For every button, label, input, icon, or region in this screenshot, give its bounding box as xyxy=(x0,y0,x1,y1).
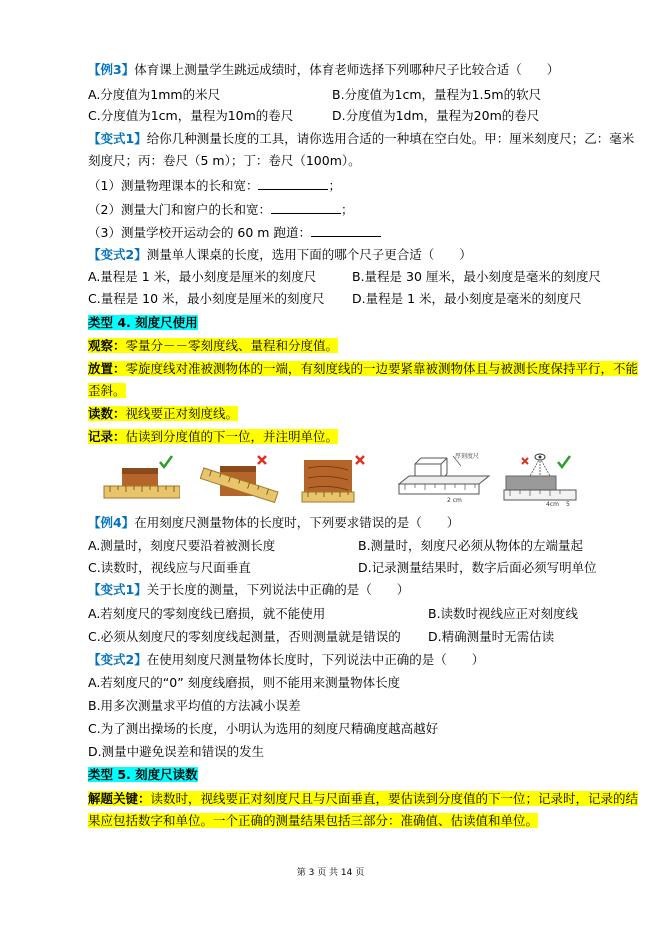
rule-observe-value: 零量分－－零刻度线、量程和分度值。 xyxy=(125,338,339,353)
var1b-option-d: D.精确测量时无需估读 xyxy=(428,629,555,644)
rule-read xyxy=(88,405,238,423)
var2a-question: 测量单人课桌的长度，选用下面的哪个尺子更合适（ ） xyxy=(146,247,472,262)
ex3-option-c: C.分度值为1cm，量程为10m的卷尺 xyxy=(88,108,294,123)
key-text1: 读数时，视线要正对刻度尺且与尺面垂直，要估读到分度值的下一位；记录时，记录的结 xyxy=(150,791,639,806)
eye-reading-figure xyxy=(500,450,580,508)
var1b-question-line xyxy=(88,581,409,599)
rule-read-key: 读数： xyxy=(88,406,126,421)
var1a-q2-blank[interactable] xyxy=(271,200,341,214)
var1a-line1 xyxy=(88,130,634,148)
rule-record-value: 估读到分度值的下一位，并注明单位。 xyxy=(125,429,339,444)
var2b-question-line xyxy=(88,651,484,669)
type4-heading xyxy=(88,314,198,332)
var2a-question-line xyxy=(88,246,472,264)
var2b-question: 在使用刻度尺测量物体长度时，下列说法中正确的是（ ） xyxy=(146,652,485,667)
rule-place-line2 xyxy=(88,382,126,400)
ex4-tag: 【例4】 xyxy=(88,515,135,530)
check-icon xyxy=(558,456,570,467)
ex3-tag: 【例3】 xyxy=(88,62,135,77)
var1a-q3-text: （3）测量学校开运动会的 60 m 跑道： xyxy=(88,225,311,240)
ex3-option-d: D.分度值为1dm，量程为20m的卷尺 xyxy=(332,108,540,123)
cross-icon xyxy=(356,456,364,464)
var1a-text1: 给你几种测量长度的工具，请你选用合适的一种填在空白处。甲：厘米刻度尺；乙：毫米 xyxy=(146,131,635,146)
var1b-option-a: A.若刻度尺的零刻度线已磨损，就不能使用 xyxy=(88,606,326,621)
var2b-option-a: A.若刻度尺的“0” 刻度线磨损，则不能用来测量物体长度 xyxy=(88,675,401,690)
var1a-q1 xyxy=(88,176,341,195)
rule-record xyxy=(88,428,338,446)
var2a-option-b: B.量程是 30 厘米，最小刻度是毫米的刻度尺 xyxy=(352,269,601,284)
var1b-option-b: B.读数时视线应正对刻度线 xyxy=(428,606,579,621)
ex4-option-b: B.测量时，刻度尺必须从物体的左端量起 xyxy=(358,538,584,553)
check-icon xyxy=(160,456,172,467)
var1a-q2 xyxy=(88,200,353,219)
rule-place-line1 xyxy=(88,360,638,378)
type5-label: 类型 5. 刻度尺读数 xyxy=(88,767,198,782)
ex4-question-line xyxy=(88,514,459,532)
rule-observe xyxy=(88,337,338,355)
var2b-option-d: D.测量中避免误差和错误的发生 xyxy=(88,744,265,759)
var2a-tag: 【变式2】 xyxy=(88,247,147,262)
key-line2 xyxy=(88,812,538,830)
var1a-q3 xyxy=(88,223,381,242)
ex3-option-b: B.分度值为1cm，量程为1.5m的软尺 xyxy=(332,87,542,102)
thick-ruler-label: 厚刻度尺 xyxy=(455,453,480,460)
cross-icon xyxy=(522,458,528,464)
var1b-option-c: C.必须从刻度尺的零刻度线起测量，否则测量就是错误的 xyxy=(88,629,401,644)
var2a-option-a: A.量程是 1 米，最小刻度是厘米的刻度尺 xyxy=(88,269,317,284)
var2a-option-c: C.量程是 10 米，最小刻度是厘米的刻度尺 xyxy=(88,291,325,306)
rule-record-key: 记录： xyxy=(88,429,126,444)
rule-place-value1: 零旋度线对准被测物体的一端，有刻度线的一边要紧靠被测物体且与被测长度保持平行，不能 xyxy=(125,361,639,376)
ex4-option-c: C.读数时，视线应与尺面垂直 xyxy=(88,560,251,575)
var1a-q1-blank[interactable] xyxy=(258,176,328,190)
thick-ruler-2cm: 2 cm xyxy=(447,497,462,504)
key-label: 解题关键： xyxy=(88,791,151,806)
var2b-option-c: C.为了测出操场的长度，小明认为选用的刻度尺精确度越高越好 xyxy=(88,721,439,736)
var2a-option-d: D.量程是 1 米，最小刻度是毫米的刻度尺 xyxy=(352,291,582,306)
ruler-tilted-figure xyxy=(200,450,280,508)
rule-read-value: 视线要正对刻度线。 xyxy=(125,406,239,421)
var1b-question: 关于长度的测量，下列说法中正确的是（ ） xyxy=(146,582,410,597)
type5-heading xyxy=(88,766,198,784)
page-footer: 第 3 页 共 14 页 xyxy=(296,868,365,878)
var1b-tag: 【变式1】 xyxy=(88,582,147,597)
key-line1 xyxy=(88,790,638,808)
var2b-option-b: B.用多次测量求平均值的方法减小误差 xyxy=(88,698,301,713)
rule-observe-key: 观察： xyxy=(88,338,126,353)
ex4-option-a: A.测量时，刻度尺要沿着被测长度 xyxy=(88,538,276,553)
type4-label: 类型 4. 刻度尺使用 xyxy=(88,315,198,330)
cross-icon xyxy=(258,456,266,464)
var1a-q3-blank[interactable] xyxy=(311,223,381,237)
ex4-option-d: D.记录测量结果时，数字后面必须写明单位 xyxy=(358,560,597,575)
var1a-q2-semi: ； xyxy=(340,202,354,217)
var1a-q2-text: （2）测量大门和窗户的长和宽： xyxy=(88,202,271,217)
rule-place-value2: 歪斜。 xyxy=(88,383,126,398)
thick-ruler-figure xyxy=(395,450,491,508)
ruler-offset-figure xyxy=(298,450,378,508)
ruler-correct-figure xyxy=(100,450,180,508)
var1a-q1-text: （1）测量物理课本的长和宽： xyxy=(88,178,259,193)
eye-reading-5: 5 xyxy=(566,501,570,508)
var1a-tag: 【变式1】 xyxy=(88,131,147,146)
key-text2: 果应包括数字和单位。一个正确的测量结果包括三部分：准确值、估读值和单位。 xyxy=(88,813,539,828)
ex3-question-line xyxy=(88,61,559,79)
var1a-q1-semi: ； xyxy=(328,178,341,193)
var2b-tag: 【变式2】 xyxy=(88,652,147,667)
ex3-question: 体育课上测量学生跳远成绩时，体育老师选择下列哪种尺子比较合适（ ） xyxy=(134,62,560,77)
eye-reading-4cm: 4cm xyxy=(546,501,559,508)
rule-place-key: 放置： xyxy=(88,361,126,376)
ex3-option-a: A.分度值为1mm的米尺 xyxy=(88,87,221,102)
ex4-question: 在用刻度尺测量物体的长度时，下列要求错误的是（ ） xyxy=(134,515,460,530)
var1a-line2: 刻度尺；丙：卷尺（5 m）；丁：卷尺（100m）。 xyxy=(88,153,361,168)
